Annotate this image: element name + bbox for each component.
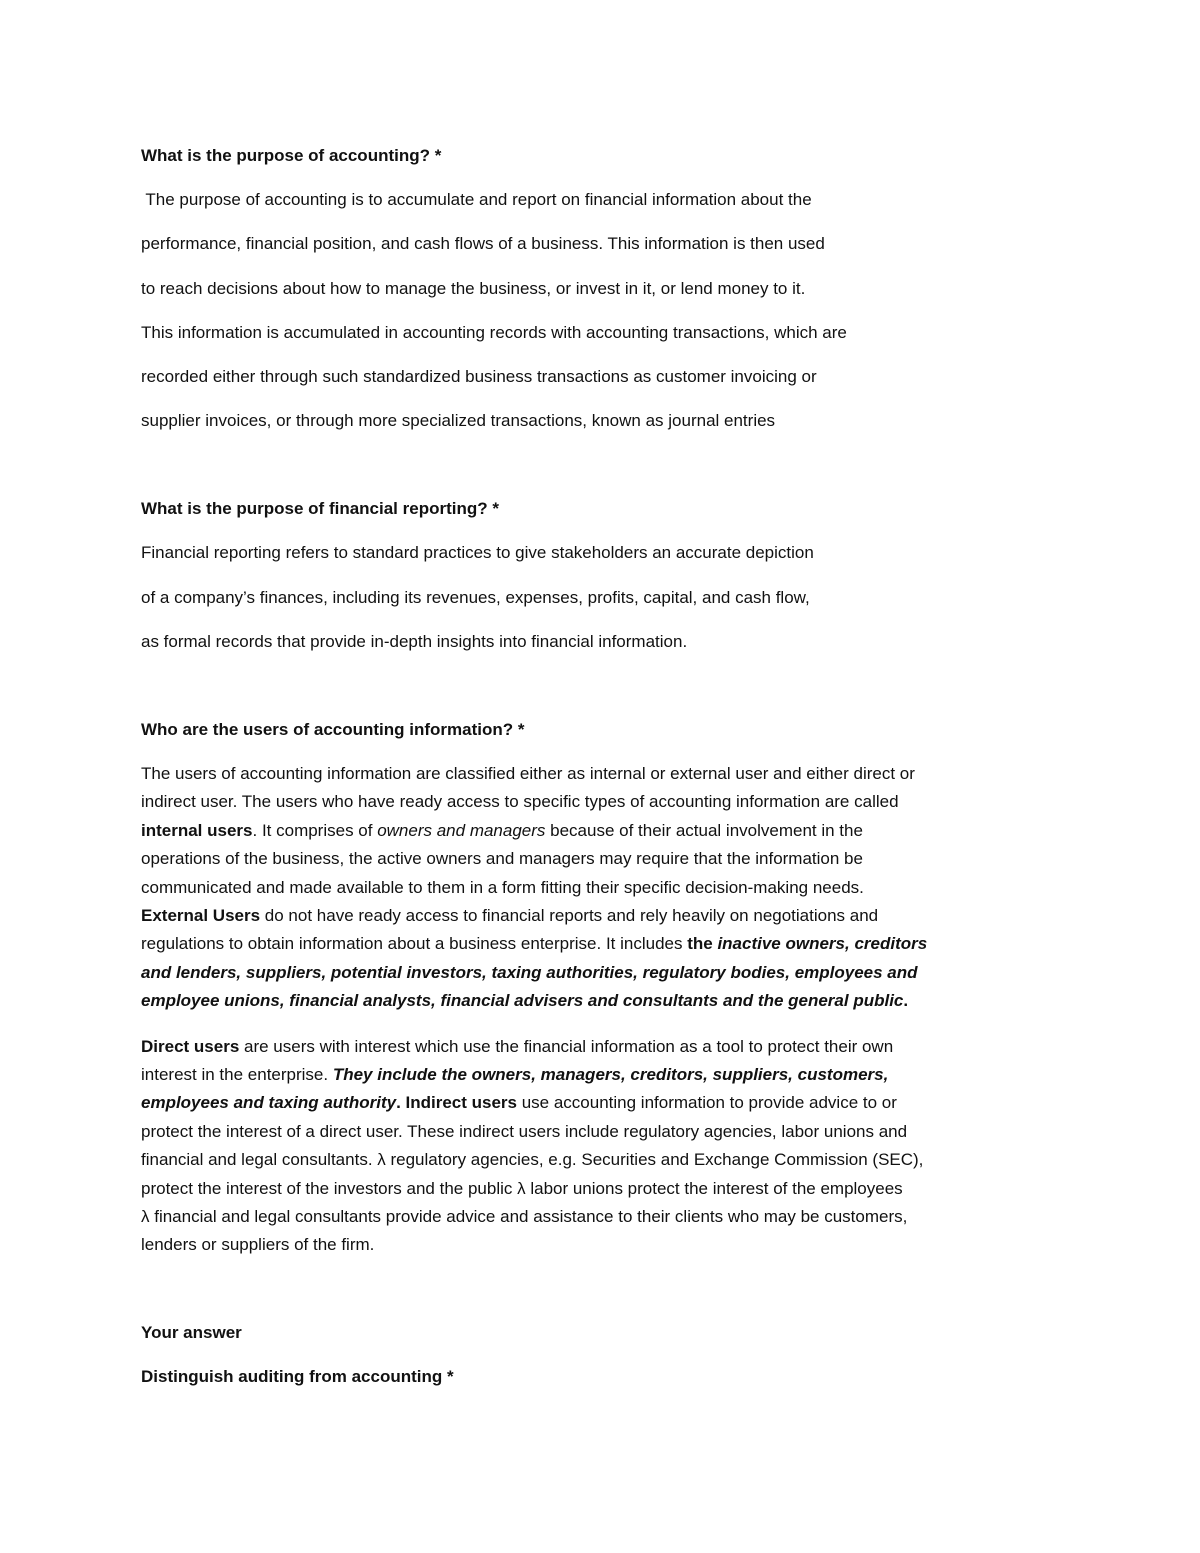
question-users-of-accounting-information: Who are the users of accounting information? * <box>141 720 525 739</box>
emphasis-text: employees and taxing authority <box>141 1093 397 1112</box>
answer-line: The users of accounting information are classified either as internal or external user and either direct or <box>141 764 915 783</box>
term-internal-users: internal users <box>141 821 253 840</box>
answer-line: λ financial and legal consultants provide advice and assistance to their clients who may be customers, <box>141 1207 908 1226</box>
answer-line <box>141 990 908 1012</box>
answer-line: of a company’s finances, including its revenues, expenses, profits, capital, and cash flow, <box>141 588 810 607</box>
answer-line <box>141 933 927 955</box>
answer-line: financial and legal consultants. λ regulatory agencies, e.g. Securities and Exchange Commission (SEC), <box>141 1150 924 1169</box>
answer-text: because of their actual involvement in the <box>545 821 863 840</box>
emphasis-text: owners and managers <box>377 821 546 840</box>
answer-line: indirect user. The users who have ready access to specific types of accounting information are called <box>141 792 899 811</box>
answer-line <box>141 820 863 842</box>
answer-line: performance, financial position, and cash flows of a business. This information is then used <box>141 234 825 253</box>
answer-text: use accounting information to provide advice to or <box>517 1093 897 1112</box>
answer-text: interest in the enterprise. <box>141 1065 333 1084</box>
answer-line <box>141 1036 893 1058</box>
answer-line <box>141 1092 897 1114</box>
question-purpose-of-accounting: What is the purpose of accounting? * <box>141 146 442 165</box>
answer-line: as formal records that provide in-depth insights into financial information. <box>141 632 688 651</box>
answer-line: protect the interest of a direct user. These indirect users include regulatory agencies, labor unions and <box>141 1122 908 1141</box>
answer-line <box>141 1064 888 1086</box>
answer-line: The purpose of accounting is to accumulate and report on financial information about the <box>141 190 812 209</box>
answer-line: to reach decisions about how to manage the business, or invest in it, or lend money to it. <box>141 279 806 298</box>
answer-text: are users with interest which use the financial information as a tool to protect their own <box>239 1037 894 1056</box>
emphasis-text: employee unions, financial analysts, financial advisers and consultants and the general public <box>141 991 904 1010</box>
emphasis-text: inactive owners, creditors <box>717 934 928 953</box>
answer-text: . It comprises of <box>252 821 378 840</box>
answer-text: . <box>903 991 909 1010</box>
answer-text: do not have ready access to financial reports and rely heavily on negotiations and <box>260 906 879 925</box>
answer-line: supplier invoices, or through more specialized transactions, known as journal entries <box>141 411 776 430</box>
answer-line: lenders or suppliers of the firm. <box>141 1235 375 1254</box>
answer-line: communicated and made available to them in a form fitting their specific decision-making needs. <box>141 878 864 897</box>
term-indirect-users: . Indirect users <box>396 1093 517 1112</box>
answer-line <box>141 905 878 927</box>
answer-line: recorded either through such standardized business transactions as customer invoicing or <box>141 367 817 386</box>
answer-line: protect the interest of the investors and the public λ labor unions protect the interest of the employees <box>141 1179 903 1198</box>
your-answer-label: Your answer <box>141 1323 242 1342</box>
term-direct-users: Direct users <box>141 1037 240 1056</box>
term-external-users: External Users <box>141 906 261 925</box>
question-purpose-of-financial-reporting: What is the purpose of financial reporting? * <box>141 499 499 518</box>
question-auditing-vs-accounting: Distinguish auditing from accounting * <box>141 1367 454 1386</box>
emphasis-text: the <box>687 934 718 953</box>
answer-line: This information is accumulated in accounting records with accounting transactions, which are <box>141 323 847 342</box>
answer-line: and lenders, suppliers, potential investors, taxing authorities, regulatory bodies, employees and <box>141 963 918 982</box>
answer-line: operations of the business, the active owners and managers may require that the information be <box>141 849 863 868</box>
answer-text: regulations to obtain information about a business enterprise. It includes <box>141 934 688 953</box>
answer-line: Financial reporting refers to standard practices to give stakeholders an accurate depiction <box>141 543 814 562</box>
emphasis-text: They include the owners, managers, creditors, suppliers, customers, <box>332 1065 889 1084</box>
